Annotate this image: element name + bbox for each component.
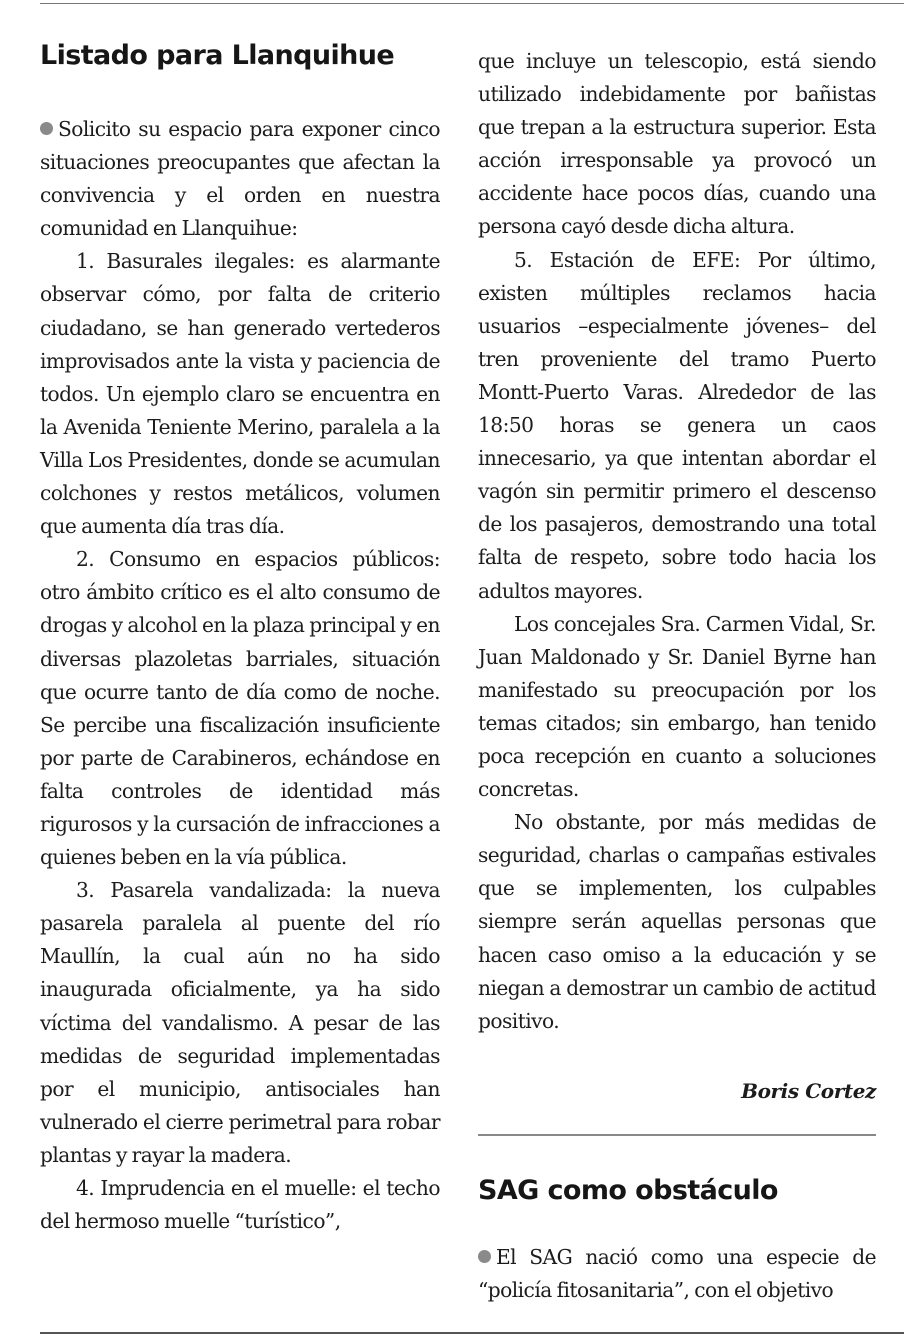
- letter-intro: Solicito su espacio para exponer cinco situaciones preocupantes que afectan la convivencia y el orden en nuestra comunidad en Llanquihue:: [40, 117, 440, 241]
- letter-item-4-cont: que incluye un telescopio, está siendo utilizado indebidamente por bañistas que trepan a la estructura superior. Esta acción irresponsable ya provocó un accidente hace pocos días, cuando una persona cayó desde dicha altura.: [478, 49, 876, 239]
- top-rule: [40, 3, 904, 4]
- letter-paragraph-closing: No obstante, por más medidas de seguridad, charlas o campañas estivales que se implementen, los culpables siempre serán aquellas personas que hacen caso omiso a la educación y se niegan a demostrar un cambio de actitud positivo.: [478, 810, 876, 1033]
- letter-body-right: [478, 45, 876, 1038]
- letter-body-left: [40, 113, 440, 1238]
- letter-paragraph-concejales: Los concejales Sra. Carmen Vidal, Sr. Juan Maldonado y Sr. Daniel Byrne han manifestado su preocupación por los temas citados; sin embargo, han tenido poca recepción en cuanto a soluciones concretas.: [478, 611, 876, 802]
- letter-2-headline: SAG como obstáculo: [478, 1175, 778, 1206]
- letter-headline: Listado para Llanquihue: [40, 40, 395, 71]
- letter-2-intro: El SAG nació como una especie de “policía fitosanitaria”, con el objetivo: [478, 1245, 876, 1303]
- letter-item-1: 1. Basurales ilegales: es alarmante observar cómo, por falta de criterio ciudadano, se han generado vertederos improvisados ante la vista y paciencia de todos. Un ejemplo claro se encuentra en la Avenida Teniente Merino, paralela a la Villa Los Presidentes, donde se acumulan colchones y restos metálicos, volumen que aumenta día tras día.: [40, 249, 440, 539]
- letter-item-2: 2. Consumo en espacios públicos: otro ámbito crítico es el alto consumo de drogas y alcohol en la plaza principal y en diversas plazoletas barriales, situación que ocurre tanto de día como de noche. Se percibe una fiscalización insuficiente por parte de Carabineros, echándose en falta controles de identidad más rigurosos y la cursación de infracciones a quienes beben en la vía pública.: [40, 547, 440, 870]
- letter-item-3: 3. Pasarela vandalizada: la nueva pasarela paralela al puente del río Maullín, la cual aún no ha sido inaugurada oficialmente, ya ha sido víctima del vandalismo. A pesar de las medidas de seguridad implementadas por el municipio, antisociales han vulnerado el cierre perimetral para robar plantas y rayar la madera.: [40, 878, 440, 1167]
- letter-item-4-start: 4. Imprudencia en el muelle: el techo del hermoso muelle “turístico”,: [40, 1176, 440, 1234]
- letter-2-body: [478, 1241, 876, 1307]
- section-divider: [478, 1134, 876, 1136]
- letter-item-5: 5. Estación de EFE: Por último, existen múltiples reclamos hacia usuarios –especialmente jóvenes– del tren proveniente del tramo Puerto Montt-Puerto Varas. Alrededor de las 18:50 horas se genera un caos innecesario, ya que intentan abordar el vagón sin permitir primero el descenso de los pasajeros, demostrando una total falta de respeto, sobre todo hacia los adultos mayores.: [478, 247, 876, 603]
- bullet-icon: [478, 1250, 491, 1263]
- bottom-rule: [40, 1332, 904, 1334]
- letter-signature: Boris Cortez: [741, 1079, 876, 1103]
- bullet-icon: [40, 122, 53, 135]
